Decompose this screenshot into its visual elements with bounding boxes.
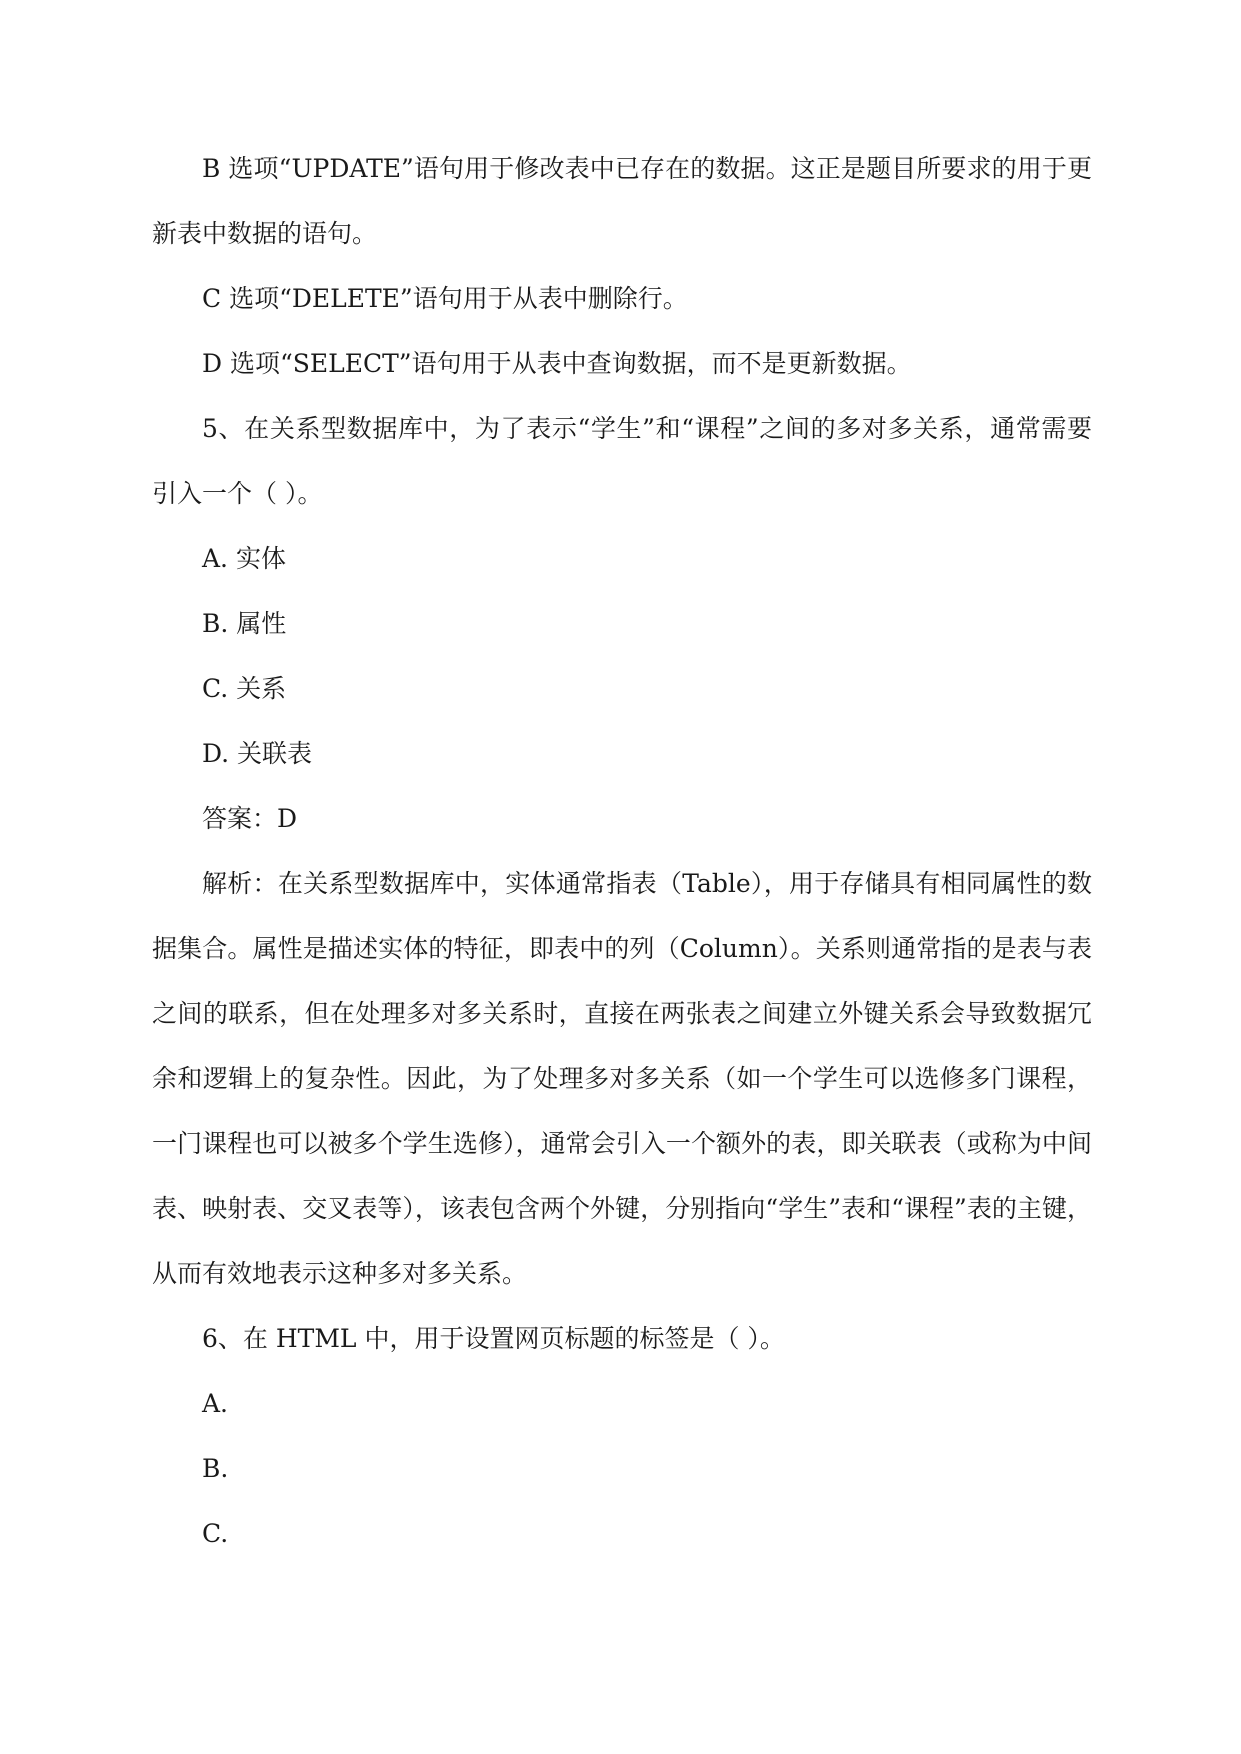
- question-5-option-d: D. 关联表: [202, 739, 313, 768]
- question-5-stem: 5、在关系型数据库中，为了表示“学生”和“课程”之间的多对多关系，通常需要引入一个（ ）。: [152, 414, 1092, 508]
- question-6-option-a: A.: [202, 1389, 229, 1418]
- question-6-option-c: C.: [202, 1519, 229, 1548]
- question-6-stem: 6、在 HTML 中，用于设置网页标题的标签是（ ）。: [202, 1324, 785, 1353]
- paragraph-option-c-explanation: C 选项“DELETE”语句用于从表中删除行。: [202, 284, 688, 313]
- document-body: [152, 136, 1092, 1566]
- question-5-option-c: C. 关系: [202, 674, 287, 703]
- paragraph-option-b-explanation: B 选项“UPDATE”语句用于修改表中已存在的数据。这正是题目所要求的用于更新表中数据的语句。: [152, 154, 1092, 248]
- question-5-answer: 答案：D: [202, 804, 298, 833]
- question-5-analysis: 解析：在关系型数据库中，实体通常指表（Table），用于存储具有相同属性的数据集合。属性是描述实体的特征，即表中的列（Column）。关系则通常指的是表与表之间的联系，但在处理多对多关系时，直接在两张表之间建立外键关系会导致数据冗余和逻辑上的复杂性。因此，为了处理多对多关系（如一个学生可以选修多门课程，一门课程也可以被多个学生选修），通常会引入一个额外的表，即关联表（或称为中间表、映射表、交叉表等），该表包含两个外键，分别指向“学生”表和“课程”表的主键，从而有效地表示这种多对多关系。: [152, 869, 1092, 1288]
- question-6-option-b: B.: [202, 1454, 229, 1483]
- question-5-option-a: A. 实体: [202, 544, 286, 573]
- question-5-option-b: B. 属性: [202, 609, 287, 638]
- paragraph-option-d-explanation: D 选项“SELECT”语句用于从表中查询数据，而不是更新数据。: [202, 349, 912, 378]
